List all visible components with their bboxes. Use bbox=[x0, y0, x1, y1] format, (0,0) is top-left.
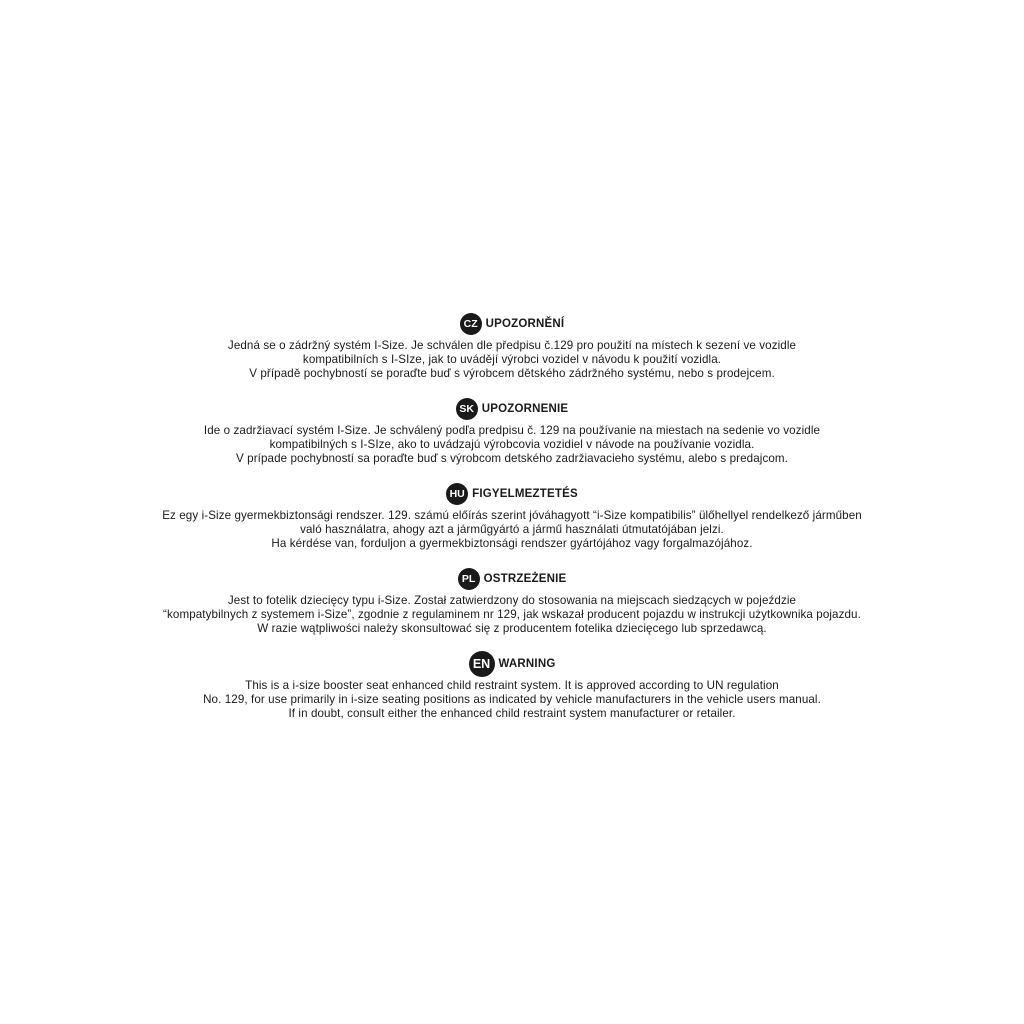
language-badge: CZ bbox=[460, 313, 482, 335]
text-line: kompatibilních s I-SIze, jak to uvádějí výrobci vozidel v návodu k použití vozidla. bbox=[302, 353, 722, 366]
section-title: FIGYELMEZTETÉS bbox=[472, 488, 578, 500]
text-line: való használatra, ahogy azt a járműgyártó a jármű használati útmutatójában jelzi. bbox=[300, 523, 724, 536]
section-sk bbox=[0, 397, 1024, 466]
text-line: Jedná se o zádržný systém I-Size. Je schválen dle předpisu č.129 pro použití na místech k sezení ve vozidle bbox=[227, 339, 797, 352]
text-line: No. 129, for use primarily in i-size seating positions as indicated by vehicle manufacturers in the vehicle users manual. bbox=[203, 693, 821, 706]
text-line: Ez egy i-Size gyermekbiztonsági rendszer. 129. számú előírás szerint jóváhagyott “i-Size kompatibilis” ülőhellyel rendelkező járműben bbox=[162, 509, 862, 522]
language-badge: EN bbox=[469, 651, 495, 677]
section-heading bbox=[0, 397, 1024, 421]
section-title: OSTRZEŻENIE bbox=[483, 573, 567, 585]
text-line: If in doubt, consult either the enhanced child restraint system manufacturer or retailer. bbox=[288, 707, 736, 720]
text-line: V prípade pochybností sa poraďte buď s výrobcom detského zadržiavacieho systému, alebo s predajcom. bbox=[236, 452, 788, 465]
section-heading bbox=[0, 482, 1024, 506]
language-badge: HU bbox=[446, 483, 468, 505]
section-title: WARNING bbox=[498, 658, 556, 670]
section-cz bbox=[0, 312, 1024, 381]
warning-document bbox=[0, 312, 1024, 737]
text-line: V případě pochybností se poraďte buď s výrobcem dětského zádržného systému, nebo s prodejcem. bbox=[249, 367, 775, 380]
section-heading bbox=[0, 652, 1024, 676]
text-line: This is a i-size booster seat enhanced child restraint system. It is approved according to UN regulation bbox=[245, 679, 779, 692]
text-line: Ide o zadržiavací systém I-Size. Je schválený podľa predpisu č. 129 na používanie na miestach na sedenie vo vozidle bbox=[203, 424, 821, 437]
section-pl bbox=[0, 567, 1024, 636]
section-heading bbox=[0, 567, 1024, 591]
language-badge: PL bbox=[458, 568, 480, 590]
text-line: Jest to fotelik dziecięcy typu i-Size. Został zatwierdzony do stosowania na miejscach siedzących w pojeździe bbox=[227, 594, 797, 607]
section-heading bbox=[0, 312, 1024, 336]
text-line: W razie wątpliwości należy skonsultować się z producentem fotelika dziecięcego lub sprzedawcą. bbox=[257, 622, 767, 635]
section-hu bbox=[0, 482, 1024, 551]
language-badge: SK bbox=[456, 398, 478, 420]
section-en bbox=[0, 652, 1024, 721]
section-title: UPOZORNENIE bbox=[481, 403, 569, 415]
text-line: kompatibilných s I-SIze, ako to uvádzajú výrobcovia vozidiel v návode na používanie vozidla. bbox=[269, 438, 755, 451]
text-line: “kompatybilnych z systemem i-Size”, zgodnie z regulaminem nr 129, jak wskazał producent pojazdu w instrukcji użytkownika pojazdu. bbox=[163, 608, 861, 621]
text-line: Ha kérdése van, forduljon a gyermekbiztonsági rendszer gyártójához vagy forgalmazójához. bbox=[271, 537, 753, 550]
section-title: UPOZORNĚNÍ bbox=[485, 318, 565, 330]
